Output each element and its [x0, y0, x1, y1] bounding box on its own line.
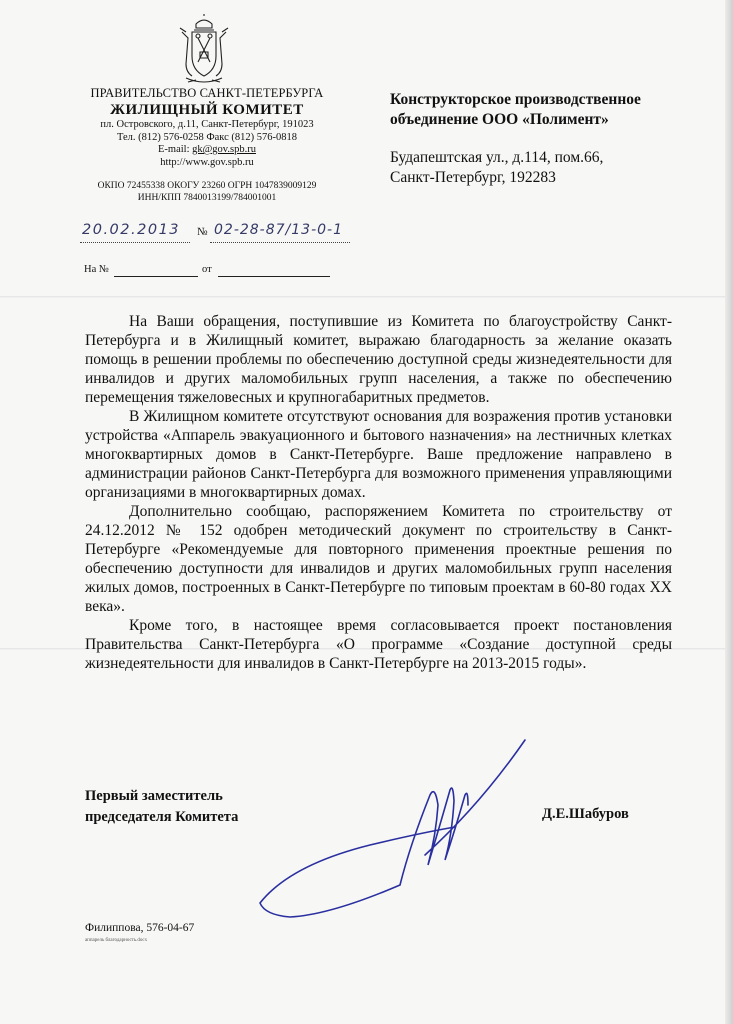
executor-contact: Филиппова, 576-04-67	[85, 922, 195, 934]
date-underline	[80, 242, 190, 243]
paper-edge	[725, 0, 733, 1024]
letterhead	[72, 86, 342, 204]
recipient-block	[390, 90, 690, 188]
inn-kpp: ИНН/КПП 7840013199/784001001	[137, 192, 277, 203]
email-label: E-mail:	[158, 144, 193, 155]
government-name: ПРАВИТЕЛЬСТВО САНКТ-ПЕТЕРБУРГА	[90, 86, 324, 100]
file-reference: аппарель благодарность.docx	[85, 938, 148, 943]
committee-email-line	[72, 144, 342, 157]
recipient-name-line1: Конструкторское производственное	[390, 91, 641, 108]
recipient-address-line1: Будапештская ул., д.114, пом.66,	[390, 149, 604, 166]
committee-phones: Тел. (812) 576-0258 Факс (812) 576-0818	[116, 131, 298, 143]
number-underline	[210, 242, 350, 243]
reference-line	[84, 264, 344, 280]
registration-line	[80, 222, 350, 246]
body-paragraph: На Ваши обращения, поступившие из Комитета по благоустройству Санкт-Петербурга и в Жилищный комитет, выражаю благодарность за желание оказать помощь в решении проблемы по обеспечению доступной среды жизнедеятельности для инвалидов и других маломобильных групп населения, а также по обеспечению перемещения тяжеловесных и крупногабаритных предметов.	[85, 313, 672, 406]
body-paragraph: В Жилищном комитете отсутствуют основания для возражения против установки устройства «Аппарель эвакуационного и бытового назначения» на лестничных клетках многоквартирных домов в Санкт-Петербурге. Ваше предложение направлено в администрации районов Санкт-Петербурга для возможного применения управляющими организациями в многоквартирных домах.	[85, 408, 672, 501]
coat-of-arms-icon	[176, 14, 232, 86]
registry-codes: ОКПО 72455338 ОКОГУ 23260 ОГРН 1047839009129	[97, 181, 317, 191]
reference-date-blank	[218, 276, 330, 277]
signatory-name: Д.Е.Шабуров	[542, 806, 629, 822]
committee-website: http://www.gov.spb.ru	[160, 156, 254, 168]
committee-address: пл. Островского, д.11, Санкт-Петербург, 191023	[100, 119, 314, 130]
letter-body	[85, 312, 672, 673]
signatory-title-line1: Первый заместитель	[85, 788, 223, 804]
signatory-title-line2: председателя Комитета	[85, 809, 239, 825]
email-link[interactable]: gk@gov.spb.ru	[192, 144, 256, 155]
recipient-name-line2: объединение ООО «Полимент»	[390, 111, 609, 128]
registration-number: 02-28-87/13-0-1	[214, 222, 343, 238]
handwritten-signature	[250, 735, 550, 925]
registration-number-label: №	[197, 226, 208, 238]
reference-from-label: от	[202, 264, 212, 275]
paper-fold	[0, 296, 733, 298]
signatory-title	[85, 786, 238, 828]
recipient-address-line2: Санкт-Петербург, 192283	[390, 169, 556, 186]
reference-number-label: На №	[84, 264, 109, 275]
body-paragraph: Дополнительно сообщаю, распоряжением Комитета по строительству от 24.12.2012 № 152 одобрен методический документ по строительству в Санкт-Петербурге «Рекомендуемые для повторного применения проектные решения по обеспечению доступности для инвалидов и других маломобильных групп населения жилых домов, построенных в Санкт-Петербурге по типовым проектам в 60-80 годах XX века».	[85, 503, 672, 615]
reference-number-blank	[114, 276, 198, 277]
body-paragraph: Кроме того, в настоящее время согласовывается проект постановления Правительства Санкт-Петербурга «О программе «Создание доступной среды жизнедеятельности для инвалидов в Санкт-Петербурге на 2013-2015 годы».	[85, 617, 672, 672]
registration-date: 20.02.2013	[82, 222, 181, 238]
committee-name: ЖИЛИЩНЫЙ КОМИТЕТ	[110, 102, 304, 118]
